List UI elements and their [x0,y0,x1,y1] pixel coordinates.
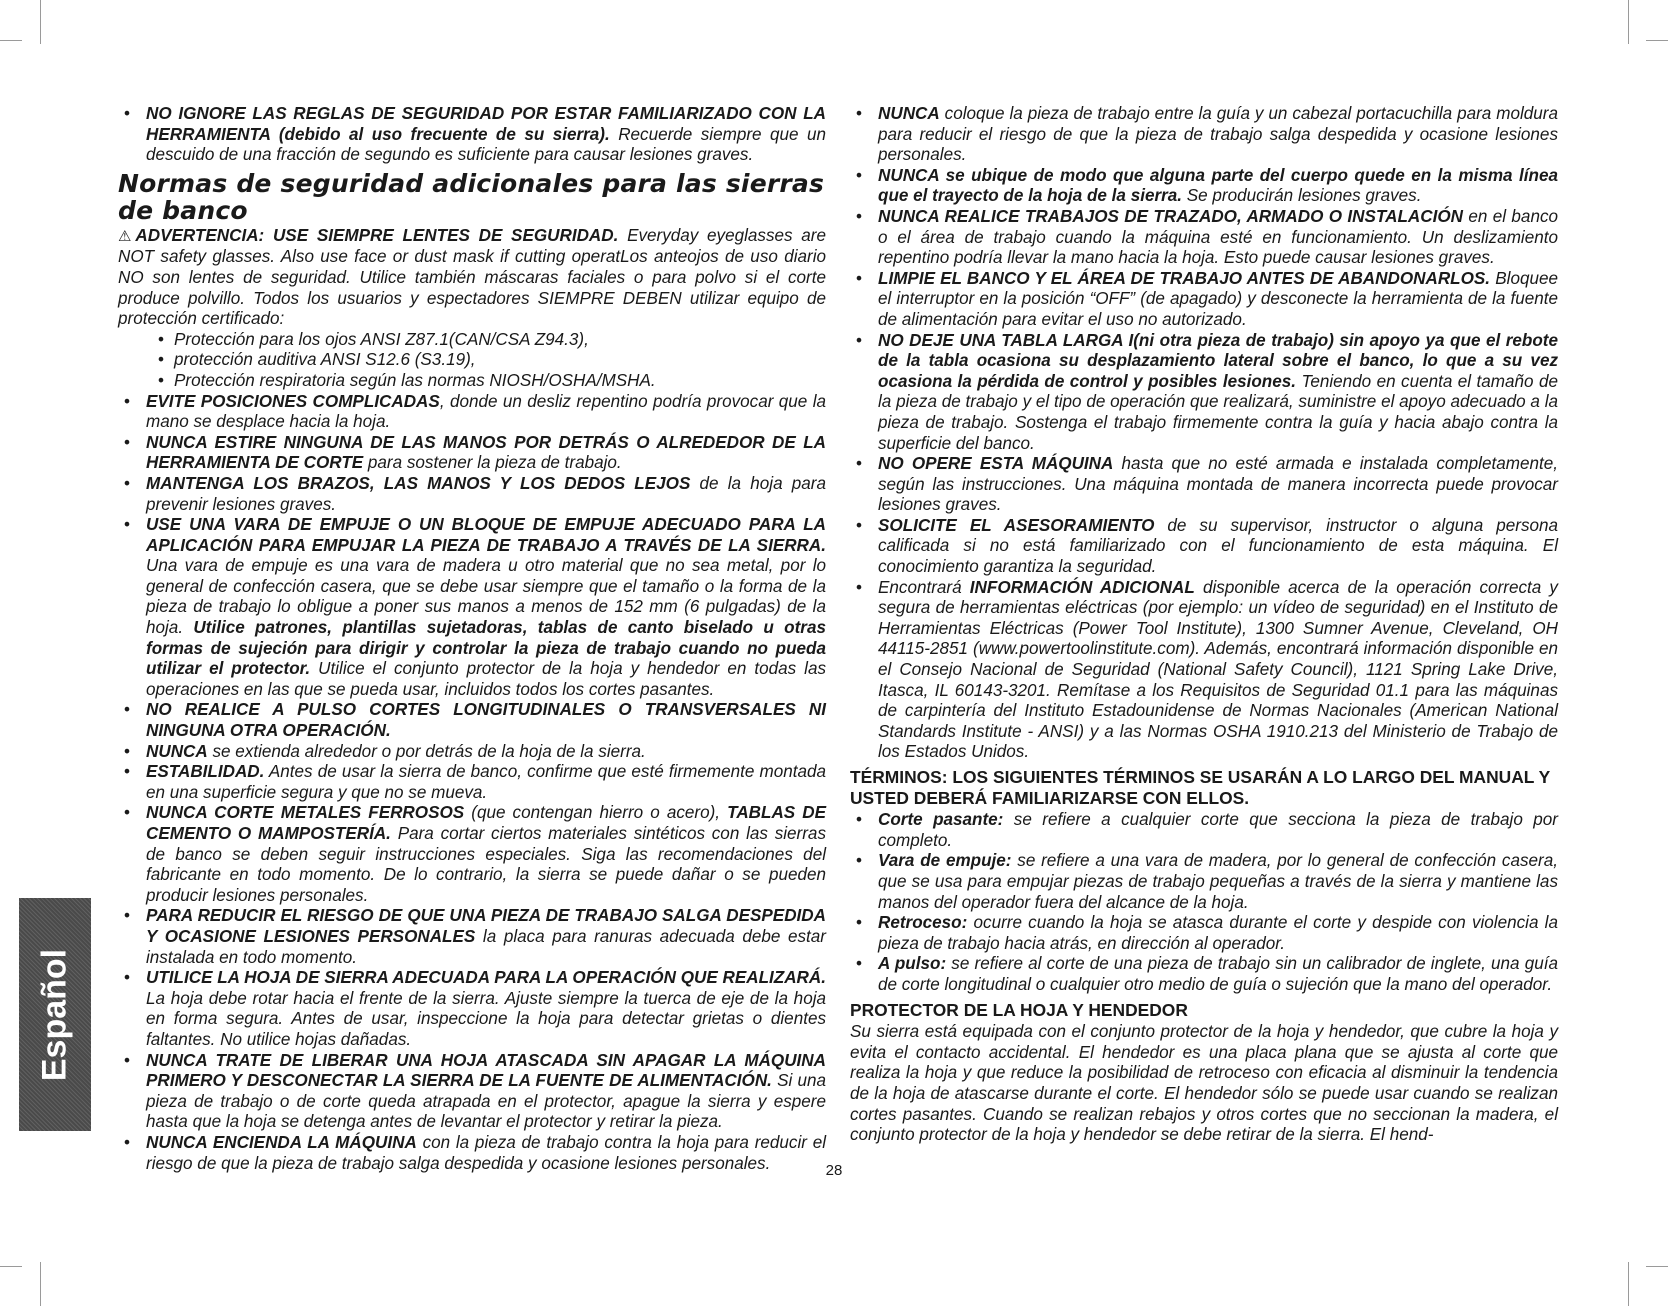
bold-text: MANTENGA LOS BRAZOS, LAS MANOS Y LOS DEDOS LEJOS [146,473,691,493]
bold-text: INFORMACIÓN ADICIONAL [969,577,1195,597]
bold-text: EVITE POSICIONES COMPLICADAS [146,391,440,411]
terms-heading: TÉRMINOS: LOS SIGUIENTES TÉRMINOS SE USARÁN A LO LARGO DEL MANUAL Y USTED DEBERÁ FAMILIARIZARSE CON ELLOS. [850,767,1550,808]
body-text: Una vara de empuje es una vara de madera u otro material que no sea metal, por lo general de confección casera, que se debe usar siempre que el tamaño o la forma de la pieza de trabajo lo obligue a poner sus manos a menos de 152 mm (6 pulgadas) de la hoja. [146,556,826,638]
list-item [850,516,1558,578]
bold-text: TABLAS DE CEMENTO O MAMPOSTERÍA. [146,803,827,843]
bold-text: NO DEJE UNA TABLA LARGA I(ni otra pieza de trabajo) sin apoyo ya que el rebote de la tabla ocasiona su desplazamiento lateral sobre el banco, lo que a su vez ocasiona la pérdida de control y posibles lesiones. [878,330,1558,391]
body-text: Si una pieza de trabajo o de corte queda atrapada en el protector, apague la sierra y espere hasta que la hoja se detenga antes de levantar el protector y retirar la pieza. [146,1071,826,1132]
bold-text: LIMPIE EL BANCO Y EL ÁREA DE TRABAJO ANTES DE ABANDONARLOS. [878,268,1491,288]
body-text: Encontrará [878,577,970,597]
crop-mark [0,1266,22,1267]
body-text: Se producirán lesiones graves. [1182,186,1422,206]
body-text: con la pieza de trabajo contra la hoja para reducir el riesgo de que la pieza de trabajo salga despedida y ocasione lesiones personales. [146,1132,826,1173]
warning-text: Everyday eyeglasses are NOT safety glasses. Also use face or dust mask if cutting operatLos anteojos de uso diario NO son lentes de seguridad. Utilice también máscaras faciales o para polvo si el corte produce polvillo. Todos los usuarios y espectadores SIEMPRE DEBEN utilizar equipo de protección certificado: [118,225,826,329]
bold-text: UTILICE LA HOJA DE SIERRA ADECUADA PARA LA OPERACIÓN QUE REALIZARÁ. [146,968,826,988]
bold-text: NO OPERE ESTA MÁQUINA [878,454,1114,474]
safety-bullet-list [850,104,1558,763]
left-column [118,104,826,1174]
body-text: la placa para ranuras adecuada debe estar instalada en todo momento. [146,926,827,967]
crop-mark [1628,0,1629,44]
body-text: Utilice el conjunto protector de la hoja y hendedor en todas las operaciones en las que se pueda usar, incluidos todos los cortes pasantes. [146,659,826,699]
body-text: (que contengan hierro o acero), [464,803,728,823]
term: Vara de empuje: [878,851,1012,871]
list-item [850,104,1558,166]
term: Retroceso: [878,913,968,933]
body-text: hasta que no esté armada e instalada completamente, según las instrucciones. Una máquina montada de manera incorrecta puede provocar lesiones graves. [878,454,1558,515]
body-text: , donde un desliz repentino podría provocar que la mano se desplace hacia la hoja. [146,391,826,432]
body-text: en el banco o el área de trabajo cuando la máquina esté en funcionamiento. Un deslizamiento repentino podría llevar la mano hacia la hoja. Esto puede causar lesiones graves. [878,206,1559,268]
warning-title: ADVERTENCIA: USE SIEMPRE LENTES DE SEGURIDAD. [135,225,619,245]
bold-text: NUNCA TRATE DE LIBERAR UNA HOJA ATASCADA SIN APAGAR LA MÁQUINA PRIMERO Y DESCONECTAR LA SIERRA DE LA FUENTE DE ALIMENTACIÓN. [146,1050,826,1091]
bold-text: USE UNA VARA DE EMPUJE O UN BLOQUE DE EMPUJE ADECUADO PARA LA APLICACIÓN PARA EMPUJAR LA PIEZA DE TRABAJO A TRAVÉS DE LA SIERRA. [146,515,826,555]
body-text: coloque la pieza de trabajo entre la guía y un cabezal portacuchilla para moldura para reducir el riesgo de que la pieza de trabajo salga despedida y ocasione lesiones personales. [878,104,1558,165]
list-item [118,515,826,700]
warning-paragraph [118,226,826,330]
body-text: de su supervisor, instructor o alguna persona calificada si no está familiarizado con el funcionamiento de esta máquina. El conocimiento garantiza la seguridad. [878,515,1559,577]
definition: se refiere a una vara de madera, por lo general de confección casera, que se usa para empujar piezas de trabajo pequeñas a través de la sierra y mantiene las manos del operador fuera del alcance de la hoja. [878,851,1558,912]
bold-text: NO REALICE A PULSO CORTES LONGITUDINALES O TRANSVERSALES NI NINGUNA OTRA OPERACIÓN. [146,700,826,741]
list-item [850,207,1558,269]
body-text: Bloquee el interruptor en la posición “OFF” (de apagado) y desconecte la herramienta de la fuente de alimentación para evitar el uso no autorizado. [878,268,1558,329]
bold-text: NUNCA [146,741,208,761]
intro-bullet-list [118,104,826,166]
guard-heading: PROTECTOR DE LA HOJA Y HENDEDOR [850,999,1188,1020]
section-heading: Normas de seguridad adicionales para las sierras de banco [118,168,825,225]
body-text: Teniendo en cuenta el tamaño de la pieza de trabajo y el tipo de operación que realizará, suministre el apoyo adecuado a la pieza de trabajo. Sostenga el trabajo firmemente contra la guía y hacia abajo contra la superficie del banco. [878,371,1558,453]
list-item [118,906,826,968]
list-item [118,433,826,474]
list-item [118,742,826,763]
crop-mark [1646,1266,1668,1267]
body-text: para sostener la pieza de trabajo. [363,453,622,473]
list-item [850,269,1558,331]
bold-text: NUNCA ENCIENDA LA MÁQUINA [146,1132,417,1152]
bold-text: NO IGNORE LAS REGLAS DE SEGURIDAD POR ESTAR FAMILIARIZADO CON LA HERRAMIENTA (debido al uso frecuente de su sierra). [146,104,826,144]
bold-text: Utilice patrones, plantillas sujetadoras, tablas de canto biselado u otras formas de sujeción para dirigir y controlar la pieza de trabajo cuando no pueda utilizar el protector. [146,618,826,679]
body-text: Para cortar ciertos materiales sintéticos con las sierras de banco se deben seguir instrucciones especiales. Siga las recomendaciones del fabricante en todo momento. De lo contrario, la sierra se puede dañar o se pueden producir lesiones personales. [146,824,826,905]
crop-mark [40,1262,41,1306]
list-item [118,104,826,166]
warning-icon: ⚠ [118,227,136,245]
crop-mark [40,0,41,44]
body-text: de la hoja para prevenir lesiones graves. [146,473,826,514]
definition: se refiere a cualquier corte que secciona la pieza de trabajo por completo. [878,810,1558,850]
body-text: La hoja debe rotar hacia el frente de la sierra. Ajuste siempre la tuerca de eje de la hoja en forma segura. Antes de usar, inspeccione la hoja para detectar grietas o dientes faltantes. No utilice hojas dañadas. [146,988,826,1049]
list-item: • Protección respiratoria según las normas NIOSH/OSHA/MSHA. [154,371,826,392]
guard-paragraph: Su sierra está equipada con el conjunto protector de la hoja y hendedor, que cubre la hoja y evita el contacto accidental. El hendedor es una placa plana que se ajusta al corte que realiza la hoja y que reduce la posibilidad de retroceso con eficacia al disminuir la tendencia de la hoja de atascarse durante el corte. El hendedor sólo se puede usar cuando se realizan cortes pasantes. Cuando se realizan rebajos y otros cortes que no seccionan la madera, el conjunto protector de la hoja y hendedor se debe retirar de la sierra. El hend- [850,1022,1558,1145]
list-item [118,1051,826,1133]
list-item [850,810,1558,851]
body-text: se extienda alrededor o por detrás de la hoja de la sierra. [207,741,646,761]
bold-text: NUNCA CORTE METALES FERROSOS [146,803,465,823]
definition: se refiere al corte de una pieza de trabajo sin un calibrador de inglete, una guía de corte longitudinal o cualquier otro medio de guía o sujeción que la mano del operador. [878,954,1558,994]
crop-mark [1646,40,1668,41]
list-item [118,700,826,741]
bold-text: PARA REDUCIR EL RIESGO DE QUE UNA PIEZA DE TRABAJO SALGA DESPEDIDA Y OCASIONE LESIONES PERSONALES [146,906,826,946]
list-item: • Protección para los ojos ANSI Z87.1(CAN/CSA Z94.3), [154,330,826,351]
bold-text: SOLICITE EL ASESORAMIENTO [878,515,1155,535]
bold-text: NUNCA ESTIRE NINGUNA DE LAS MANOS POR DETRÁS O ALREDEDOR DE LA HERRAMIENTA DE CORTE [146,432,826,473]
list-item [850,454,1558,516]
list-item [850,578,1558,763]
protection-list [118,330,826,392]
list-item [118,474,826,515]
bold-text: NUNCA se ubique de modo que alguna parte del cuerpo quede en la misma línea que el trayecto de la hoja de la sierra. [878,165,1558,206]
bold-text: ESTABILIDAD. [146,762,265,782]
right-column [850,104,1558,1146]
terms-list [850,810,1558,995]
list-item: • protección auditiva ANSI S12.6 (S3.19), [154,350,826,371]
term: A pulso: [878,954,947,974]
crop-mark [0,40,22,41]
body-text: Recuerde siempre que un descuido de una fracción de segundo es suficiente para causar lesiones graves. [146,124,826,165]
safety-bullet-list [118,392,826,1175]
list-item [118,803,826,906]
bold-text: NUNCA [878,104,940,123]
list-item [850,913,1558,954]
crop-mark [1628,1262,1629,1306]
list-item [850,851,1558,913]
list-item [850,331,1558,455]
list-item [118,968,826,1050]
definition: ocurre cuando la hoja se atasca durante el corte y despide con violencia la pieza de trabajo hacia atrás, en dirección al operador. [878,913,1558,953]
body-text: Antes de usar la sierra de banco, confirme que esté firmemente montada en una superficie segura y que no se mueva. [146,762,826,802]
list-item [118,762,826,803]
language-tab [19,898,91,1131]
list-item [850,954,1558,995]
language-tab-label: Español [35,948,74,1081]
list-item [118,392,826,433]
body-text: disponible acerca de la operación correcta y segura de herramientas eléctricas (por ejemplo: un vídeo de seguridad) en el Instituto de Herramientas Eléctricas (Power Tool Institute), 1300 Sumner Avenue, Cleveland, OH 44115-2851 (www.powertoolinstitute.com). Además, encontrará información disponible en el Consejo Nacional de Seguridad (National Safety Council), 1121 Spring Lake Drive, Itasca, IL 60143-3201. Remítase a los Requisitos de Seguridad 01.1 para las máquinas de carpintería del Instituto Estadounidense de Normas Nacionales (American National Standards Institute - ANSI) y a las Normas OSHA 1910.213 del Ministerio de Trabajo de los Estados Unidos. [878,577,1558,762]
term: Corte pasante: [878,810,1004,830]
page-number: 28 [825,1162,843,1179]
bold-text: NUNCA REALICE TRABAJOS DE TRAZADO, ARMADO O INSTALACIÓN [878,206,1463,226]
list-item [850,166,1558,207]
